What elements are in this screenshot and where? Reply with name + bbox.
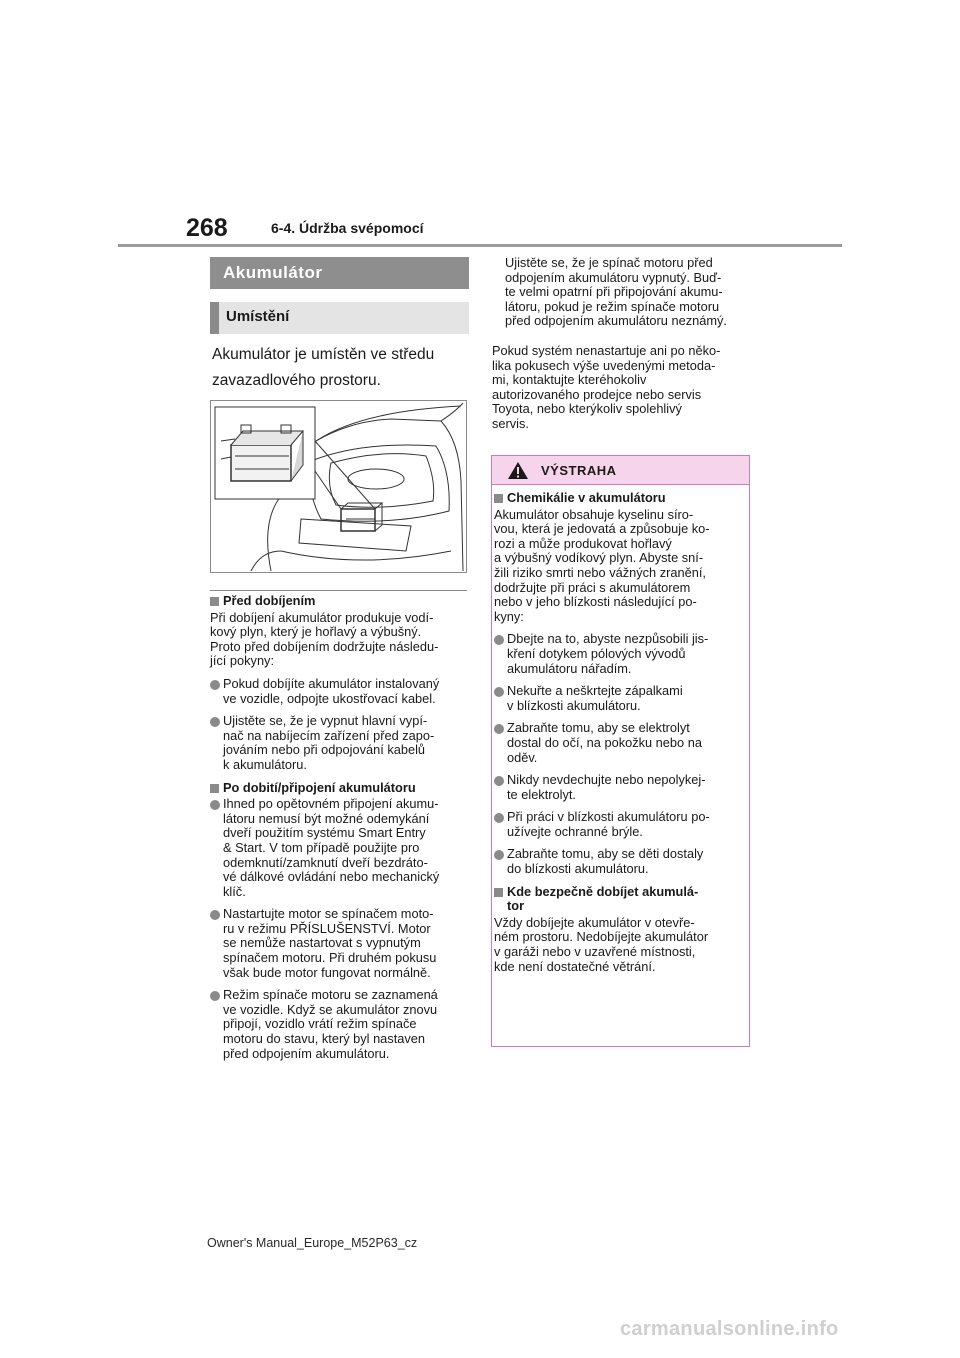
round-bullet-icon xyxy=(494,687,504,697)
list-item: Dbejte na to, abyste nezpůsobili jis- kření dotykem pólových vývodů akumulátoru nářadím. xyxy=(494,632,744,676)
section-header: 6-4. Údržba svépomocí xyxy=(271,220,424,236)
round-bullet-icon xyxy=(494,635,504,645)
battery-location-figure xyxy=(210,400,467,573)
round-bullet-icon xyxy=(210,680,220,690)
list-item: Pokud dobíjíte akumulátor instalovaný ve vozidle, odpojte ukostřovací kabel. xyxy=(210,677,465,706)
round-bullet-icon xyxy=(494,724,504,734)
heading-safe-charging: Kde bezpečně dobíjet akumulá- tor xyxy=(494,885,744,914)
paragraph: Pokud systém nenastartuje ani po něko- lika pokusech výše uvedenými metoda- mi, kontaktujte kteréhokoliv autorizovaného prodejce nebo servis Toyota, nebo kterýkoliv spolehlivý servis. xyxy=(492,343,721,431)
heading-after-charging: Po dobití/připojení akumulátoru xyxy=(210,781,465,796)
round-bullet-icon xyxy=(210,910,220,920)
warning-title: VÝSTRAHA xyxy=(541,463,617,478)
square-bullet-icon xyxy=(494,888,503,897)
heading-before-charging: Před dobíjením xyxy=(210,594,465,609)
figure-divider xyxy=(210,590,467,591)
paragraph: Akumulátor obsahuje kyselinu síro- vou, která je jedovatá a způsobuje ko- rozi a může produkovat hořlavý a výbušný vodíkový plyn. Abyste sní- žili riziko smrti nebo vážných zranění, dodržujte při práci s akumulátorem nebo v jeho blízkosti následující po- kyny: xyxy=(494,506,710,624)
page-number: 268 xyxy=(186,214,228,242)
paragraph: Při dobíjení akumulátor produkuje vodí- kový plyn, který je hořlavý a výbušný. Proto před dobíjením dodržujte následu- jící pokyny: xyxy=(210,609,439,669)
intro-text: Akumulátor je umístěn ve středu zavazadlového prostoru. xyxy=(212,346,435,389)
watermark: carmanualsonline.info xyxy=(620,1318,839,1340)
round-bullet-icon xyxy=(494,850,504,860)
warning-content xyxy=(494,491,744,982)
continuation-text: Ujistěte se, že je spínač motoru před odpojením akumulátoru vypnutý. Buď- te velmi opatrní při připojování akumu- látoru, pokud je režim spínače motoru před odpojením akumulátoru neznámý. xyxy=(505,255,727,329)
left-column-body xyxy=(210,594,465,1069)
section-title: Akumulátor xyxy=(210,257,469,289)
list-item: Ujistěte se, že je vypnut hlavní vypí- nač na nabíjecím zařízení před zapo- jováním nebo při odpojování kabelů k akumulátoru. xyxy=(210,714,465,772)
warning-triangle-icon xyxy=(507,461,529,480)
round-bullet-icon xyxy=(210,717,220,727)
paragraph: Vždy dobíjejte akumulátor v otevře- ném prostoru. Nedobíjejte akumulátor v garáži nebo v uzavřené místnosti, kde není dostatečné větrání. xyxy=(494,914,709,974)
round-bullet-icon xyxy=(210,800,220,810)
list-item: Zabraňte tomu, aby se elektrolyt dostal do očí, na pokožku nebo na oděv. xyxy=(494,721,744,765)
round-bullet-icon xyxy=(210,991,220,1001)
round-bullet-icon xyxy=(494,813,504,823)
list-item: Nekuřte a neškrtejte zápalkami v blízkosti akumulátoru. xyxy=(494,684,744,713)
square-bullet-icon xyxy=(210,597,219,606)
header-rule xyxy=(118,244,842,247)
trunk-battery-illustration xyxy=(211,401,466,572)
subsection-title: Umístění xyxy=(210,302,469,334)
list-item: Ihned po opětovném připojení akumu- látoru nemusí být možné odemykání dveří použitím systému Smart Entry & Start. V tom případě použijte pro odemknutí/zamknutí dveří bezdráto- vé dálkové ovládání nebo mechanický klíč. xyxy=(210,797,465,899)
warning-header xyxy=(492,456,749,485)
square-bullet-icon xyxy=(494,494,503,503)
list-item: Nikdy nevdechujte nebo nepolykej- te elektrolyt. xyxy=(494,773,744,802)
list-item: Zabraňte tomu, aby se děti dostaly do blízkosti akumulátoru. xyxy=(494,847,744,876)
heading-battery-chemicals: Chemikálie v akumulátoru xyxy=(494,491,744,506)
list-item: Při práci v blízkosti akumulátoru po- užívejte ochranné brýle. xyxy=(494,810,744,839)
round-bullet-icon xyxy=(494,776,504,786)
list-item: Režim spínače motoru se zaznamená ve vozidle. Když se akumulátor znovu připojí, vozidlo vrátí režim spínače motoru do stavu, který byl nastaven před odpojením akumulátoru. xyxy=(210,988,465,1061)
warning-box xyxy=(491,455,750,1047)
footer-text: Owner's Manual_Europe_M52P63_cz xyxy=(207,1236,418,1250)
list-item: Nastartujte motor se spínačem moto- ru v režimu PŘÍSLUŠENSTVÍ. Motor se nemůže nastartovat s vypnutým spínačem motoru. Při druhém pokusu však bude motor fungovat normálně. xyxy=(210,907,465,980)
square-bullet-icon xyxy=(210,784,219,793)
